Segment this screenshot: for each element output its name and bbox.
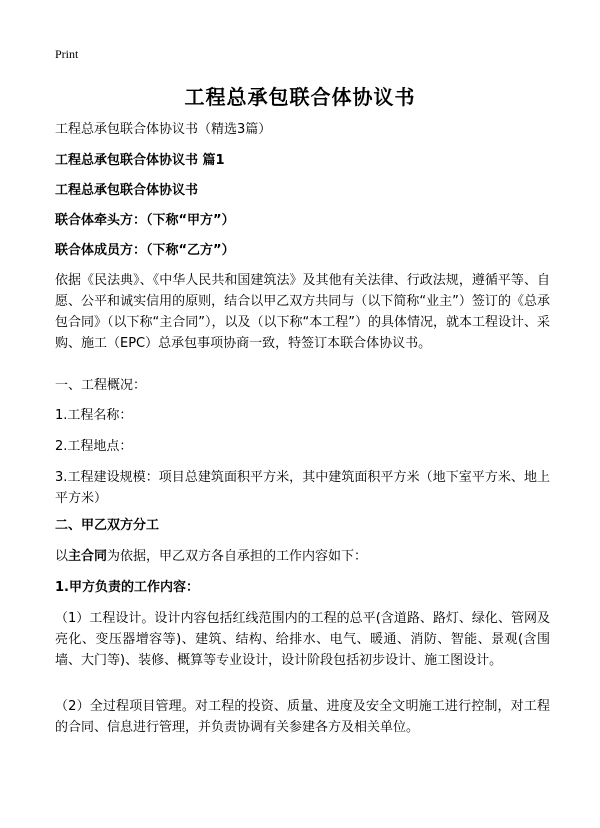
project-location-item: 2.工程地点： (55, 439, 133, 454)
section2-heading: 二、甲乙双方分工 (55, 518, 160, 533)
duty-design: （1）工程设计。设计内容包括红线范围内的工程的总平(含道路、路灯、绿化、管网及亮化、变压器增容等)、建筑、结构、给排水、电气、暖通、消防、智能、景观(含围墙、大门等)、装修、概算等专业设计，设计阶段包括初步设计、施工图设计。 (55, 611, 550, 668)
basis-prefix: 以 (55, 549, 69, 564)
basis-suffix: 为依据，甲乙双方各自承担的工作内容如下： (107, 549, 368, 564)
basis-bold: 主合同 (68, 549, 108, 564)
party-a-heading: 1.甲方负责的工作内容： (55, 580, 199, 595)
member-party-line: 联合体成员方：（下称“乙方”） (55, 243, 235, 258)
lead-party-line: 联合体牵头方：（下称“甲方”） (55, 213, 235, 228)
print-link[interactable]: Print (55, 47, 79, 61)
document-subtitle: 工程总承包联合体协议书（精选3篇） (55, 122, 272, 137)
basis-line (55, 547, 550, 567)
section-heading: 工程总承包联合体协议书 (55, 183, 199, 198)
duty-management: （2）全过程项目管理。对工程的投资、质量、进度及安全文明施工进行控制，对工程的合同、信息进行管理，并负责协调有关参建各方及相关单位。 (55, 699, 550, 735)
intro-paragraph: 依据《民法典》、《中华人民共和国建筑法》及其他有关法律、行政法规，遵循平等、自愿、公平和诚实信用的原则，结合以甲乙双方共同与（以下简称“业主”）签订的《总承包合同》（以下称“主合同”），以及（以下称“本工程”）的具体情况，就本工程设计、采购、施工（EPC）总承包事项协商一致，特签订本联合体协议书。 (55, 273, 550, 351)
section1-heading: 一、工程概况： (55, 378, 147, 393)
part-heading: 工程总承包联合体协议书 篇1 (55, 153, 225, 168)
document-title: 工程总承包联合体协议书 (184, 85, 416, 109)
project-name-item: 1.工程名称： (55, 408, 133, 423)
project-scale-item: 3.工程建设规模：项目总建筑面积平方米，其中建筑面积平方米（地下室平方米、地上平方米） (55, 470, 550, 506)
